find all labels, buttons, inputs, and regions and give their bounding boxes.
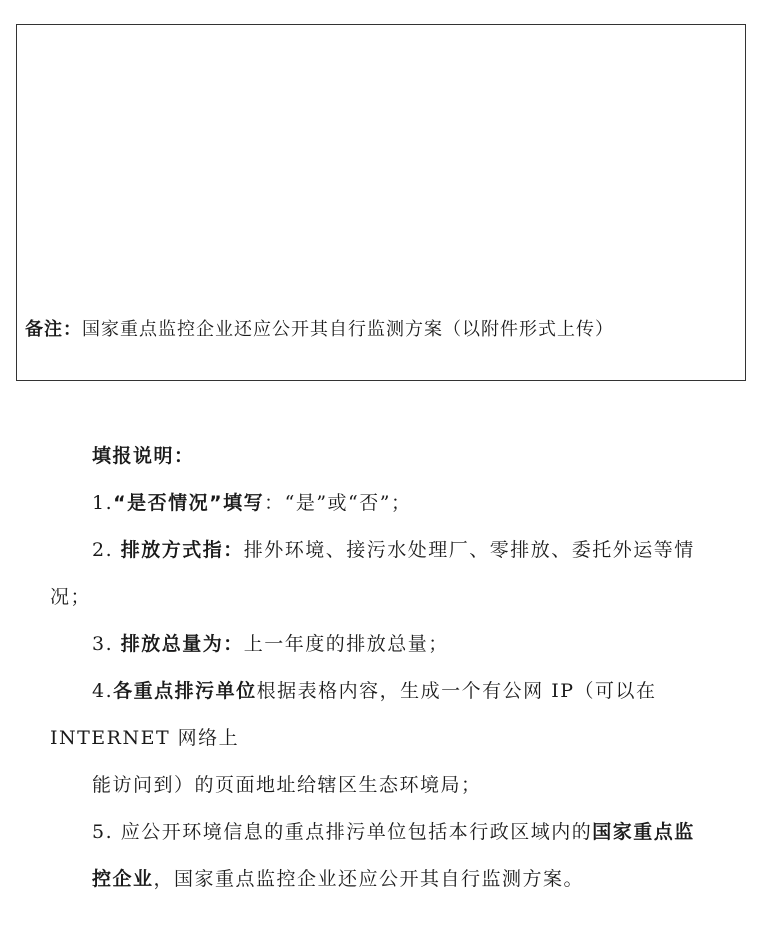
item-3-text: 上一年度的排放总量； [243,633,449,655]
instruction-item-1 [92,488,411,515]
instruction-item-4 [92,676,657,703]
instruction-item-5 [92,817,695,844]
instruction-item-2 [92,535,695,562]
item-4-wrap-1: INTERNET 网络上 [50,727,240,749]
item-3-number: 3. [92,633,114,655]
note-label: 备注： [25,319,82,340]
item-3-bold: 排放总量为： [120,633,244,655]
item-4-bold: 各重点排污单位 [113,680,257,702]
instruction-item-3 [92,629,449,656]
item-2-wrap: 况； [50,586,92,608]
item-4-number: 4. [92,680,114,702]
item-5-wrap [92,864,584,891]
item-5-wrap-text: ，国家重点监控企业还应公开其自行监测方案。 [153,868,585,890]
item-2-bold: 排放方式指： [120,539,244,561]
item-1-number: 1. [92,492,114,514]
item-4-wrap-2: 能访问到）的页面地址给辖区生态环境局； [92,774,482,796]
note-text: 国家重点监控企业还应公开其自行监测方案（以附件形式上传） [82,319,614,340]
item-1-text: ：“是”或“否”； [264,492,412,514]
item-4-text: 根据表格内容，生成一个有公网 IP（可以在 [256,680,657,702]
item-1-bold: “是否情况”填写 [113,492,265,514]
item-2-number: 2. [92,539,114,561]
item-2-text: 排外环境、接污水处理厂、零排放、委托外运等情 [243,539,695,561]
item-5-bold: 国家重点监 [592,821,695,843]
item-5-text: 应公开环境信息的重点排污单位包括本行政区域内的 [120,821,593,843]
note-box [16,24,746,381]
item-5-number: 5. [92,821,114,843]
item-5-bold-2: 控企业 [92,868,154,890]
instructions-heading: 填报说明： [92,445,195,467]
note-line [25,315,614,341]
